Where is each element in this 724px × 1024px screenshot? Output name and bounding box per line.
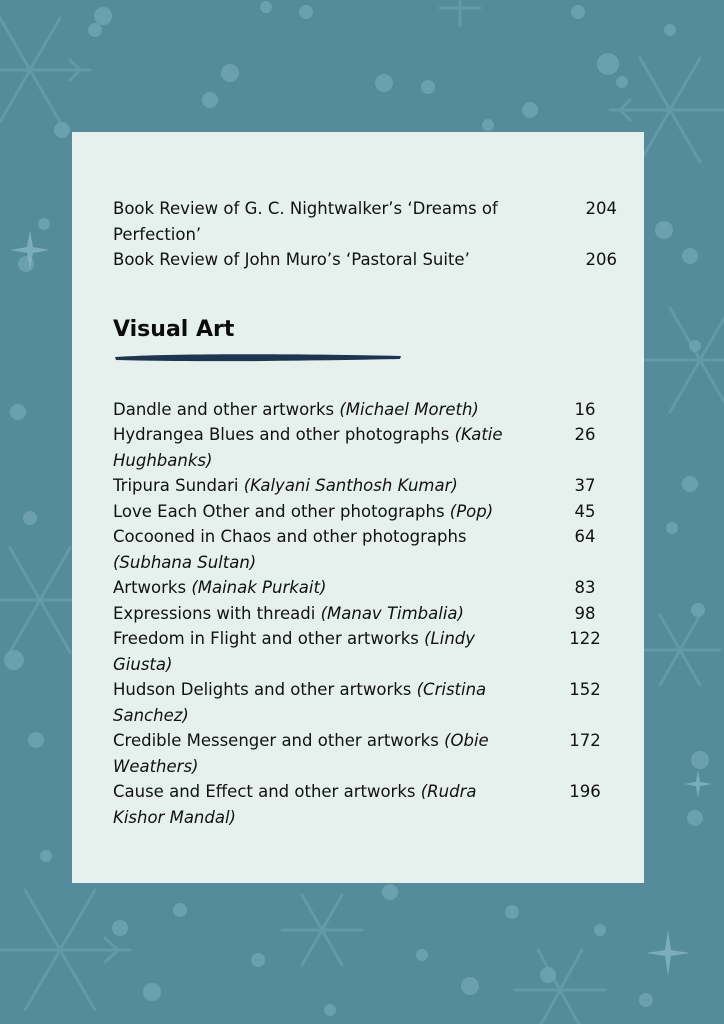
artist-name: (Kalyani Santhosh Kumar) [243,476,458,495]
toc-entry [113,422,617,473]
toc-entry-title [113,524,533,575]
toc-entry-page: 172 [569,731,601,750]
toc-entry-title [113,422,533,473]
toc-entry-title [113,601,533,627]
toc-entry-title [113,575,533,601]
table-of-contents-card [72,132,644,883]
artwork-title: Cocooned in Chaos and other photographs [113,527,467,546]
toc-entry-page: 196 [569,782,601,801]
toc-entry-page: 122 [569,629,601,648]
artwork-title: Credible Messenger and other artworks [113,731,445,750]
toc-entry [113,677,617,728]
artwork-title: Hydrangea Blues and other photographs [113,425,455,444]
artist-name: (Rudra Kishor Mandal) [113,782,477,827]
toc-entry-title: Book Review of G. C. Nightwalker’s ‘Dreams of Perfection’ [113,199,498,244]
toc-entry [113,473,617,499]
toc-entry [113,196,617,247]
toc-entry-page: 26 [574,425,596,444]
artist-name: (Obie Weathers) [113,731,489,776]
visual-art-list [113,397,617,831]
toc-entry [113,601,617,627]
toc-entry [113,779,617,830]
toc-entry-title [113,779,533,830]
toc-entry [113,397,617,423]
artwork-title: Tripura Sundari [113,476,244,495]
toc-entry [113,247,617,273]
toc-entry-title: Book Review of John Muro’s ‘Pastoral Suite’ [113,250,470,269]
artist-name: (Pop) [449,501,494,521]
artist-name: (Lindy Giusta) [113,629,476,674]
artist-name: (Michael Moreth) [339,399,479,419]
toc-entry-page: 16 [574,399,596,419]
artwork-title: Dandle and other artworks [113,399,340,419]
toc-entry-page: 64 [574,527,596,546]
artist-name: (Subhana Sultan) [113,552,257,572]
toc-entry-title [113,499,533,525]
section-title-visual-art: Visual Art [113,316,235,342]
toc-entry-page: 152 [569,680,601,699]
table-of-contents [113,196,617,830]
artwork-title: Love Each Other and other photographs [113,501,450,521]
toc-entry-page: 83 [574,578,596,597]
toc-entry-title [113,397,533,423]
artwork-title: Artworks [113,578,192,597]
toc-entry-page: 45 [574,501,596,521]
toc-entry-page: 206 [585,250,617,269]
toc-entry [113,524,617,575]
toc-entry-page: 37 [574,476,596,495]
toc-entry-page: 204 [585,199,617,218]
artwork-title: Freedom in Flight and other artworks [113,629,425,648]
artist-name: (Katie Hughbanks) [113,425,503,470]
artist-name: (Mainak Purkait) [191,578,327,597]
artwork-title: Expressions with threadi [113,603,321,623]
toc-entry [113,575,617,601]
artist-name: (Cristina Sanchez) [113,680,487,725]
toc-entry [113,626,617,677]
toc-entry-title [113,626,533,677]
artwork-title: Hudson Delights and other artworks [113,680,417,699]
toc-entry-title [113,473,533,499]
toc-entry [113,499,617,525]
toc-entry-title [113,728,533,779]
brush-underline [113,352,403,362]
toc-entry-page: 98 [574,603,596,623]
artist-name: (Manav Timbalia) [320,603,464,623]
toc-entry-title [113,677,533,728]
artwork-title: Cause and Effect and other artworks [113,782,421,801]
toc-entry [113,728,617,779]
